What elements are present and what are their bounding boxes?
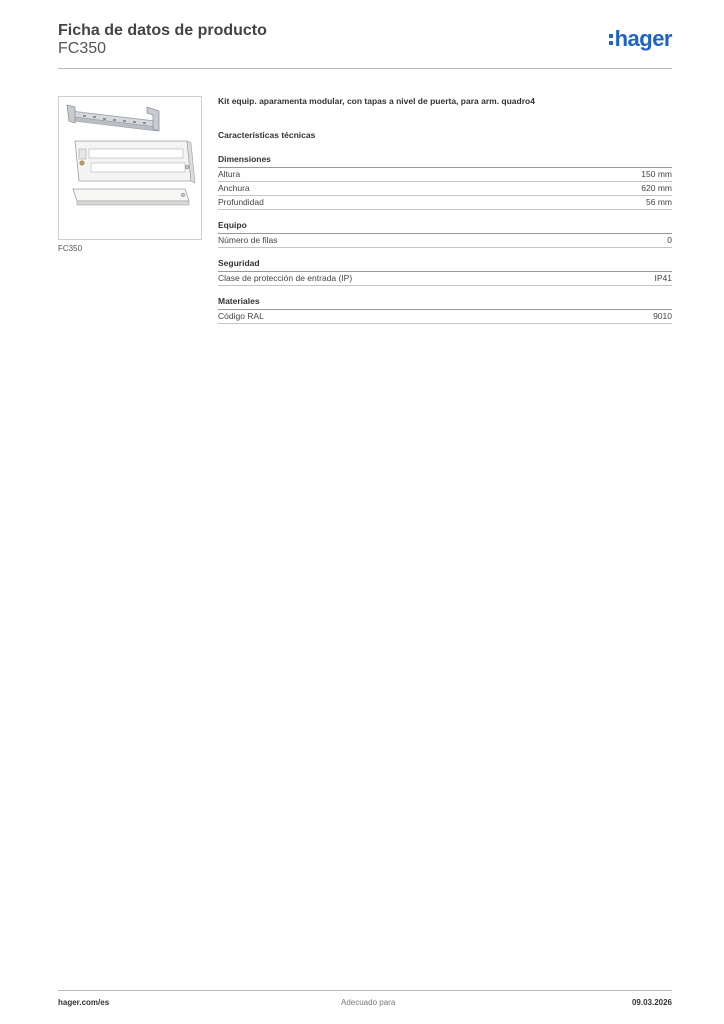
spec-label: Clase de protección de entrada (IP): [218, 273, 353, 283]
spec-row: [218, 272, 672, 286]
footer-suitable-for: Adecuado para: [341, 998, 396, 1007]
footer-website: hager.com/es: [58, 998, 110, 1007]
spec-row: [218, 182, 672, 196]
spec-label: Altura: [218, 169, 241, 179]
spec-group-equipment: [218, 220, 672, 248]
product-illustration-icon: [59, 97, 201, 239]
spec-group-title: Seguridad: [218, 258, 672, 272]
spec-group-title: Dimensiones: [218, 154, 672, 168]
header-divider: [58, 68, 672, 69]
spec-value: 0: [667, 235, 672, 245]
logo-mark-icon: [609, 34, 613, 45]
hager-logo: [609, 28, 672, 50]
spec-row: [218, 234, 672, 248]
spec-label: Profundidad: [218, 197, 264, 207]
logo-text: hager: [614, 26, 672, 51]
footer-divider: [58, 990, 672, 991]
spec-label: Código RAL: [218, 311, 264, 321]
product-image: [58, 96, 202, 240]
spec-group-safety: [218, 258, 672, 286]
spec-label: Anchura: [218, 183, 250, 193]
spec-group-title: Equipo: [218, 220, 672, 234]
spec-value: 150 mm: [641, 169, 672, 179]
spec-row: [218, 196, 672, 210]
spec-value: IP41: [654, 273, 672, 283]
spec-label: Número de filas: [218, 235, 278, 245]
page-header: [58, 20, 672, 70]
spec-group-dimensions: [218, 154, 672, 210]
spec-group-title: Materiales: [218, 296, 672, 310]
product-description: Kit equip. aparamenta modular, con tapas a nivel de puerta, para arm. quadro4: [218, 96, 535, 106]
spec-value: 620 mm: [641, 183, 672, 193]
footer-date: 09.03.2026: [631, 998, 672, 1007]
spec-row: [218, 310, 672, 324]
spec-row: [218, 168, 672, 182]
product-specs: [218, 96, 672, 334]
spec-value: 9010: [653, 311, 672, 321]
image-caption: FC350: [58, 244, 83, 253]
document-title: Ficha de datos de producto: [58, 22, 267, 39]
page-footer: [58, 998, 672, 1010]
specs-heading: Características técnicas: [218, 130, 316, 140]
product-reference: FC350: [58, 40, 107, 57]
spec-value: 56 mm: [646, 197, 672, 207]
spec-group-materials: [218, 296, 672, 324]
